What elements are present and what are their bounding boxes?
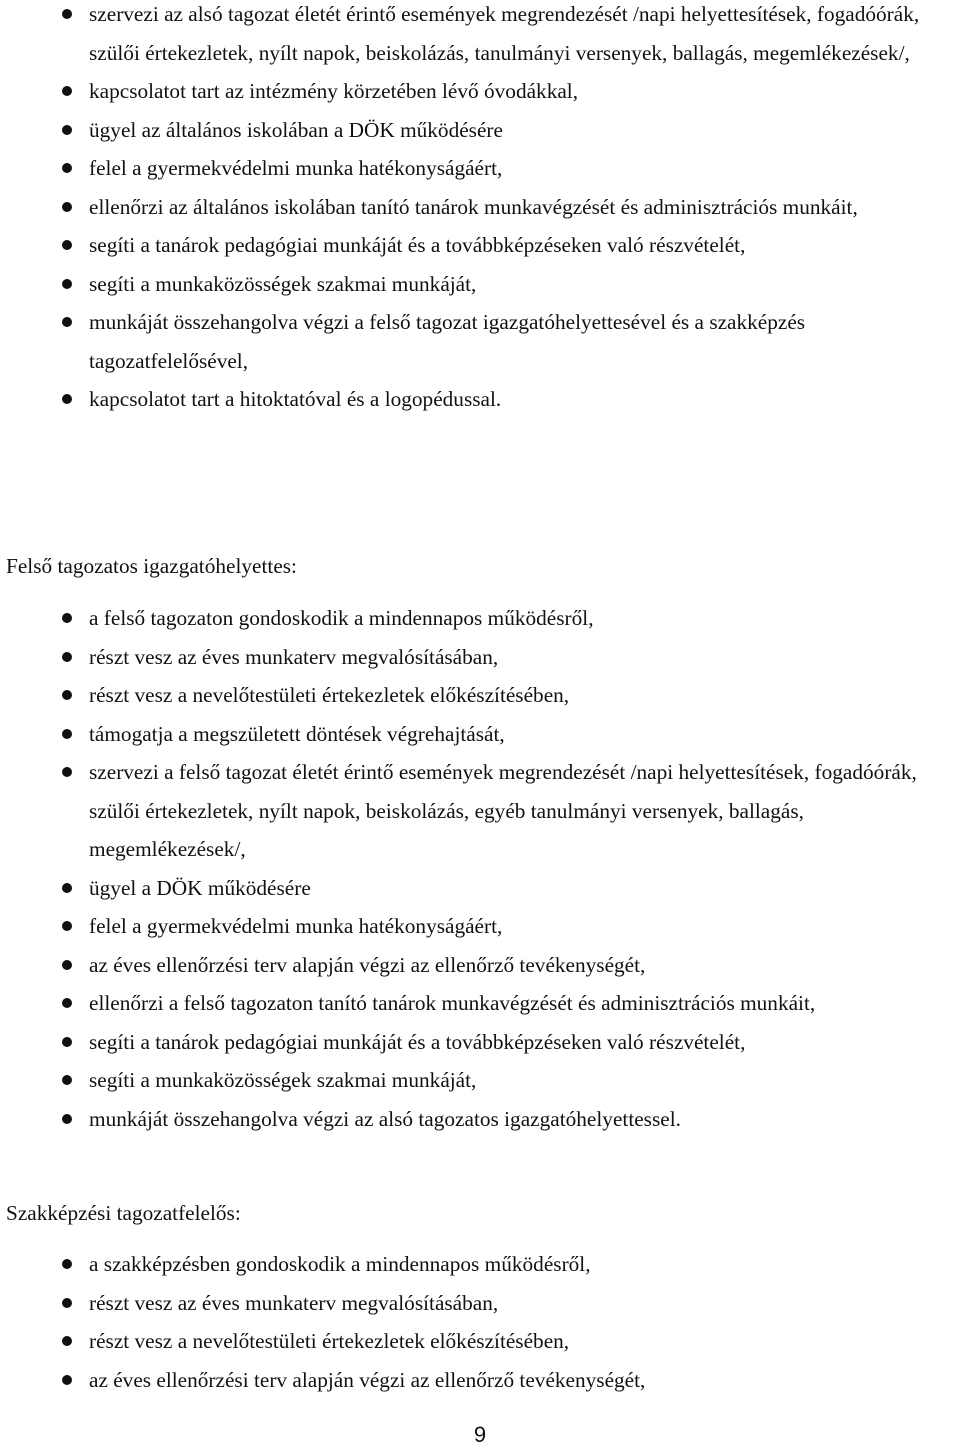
list-item-text: szervezi a felső tagozat életét érintő események megrendezését /napi helyettesítések, fogadóórák, szülői értekezletek, nyílt napok, beiskolázás, egyéb tanulmányi versenyek, ballagás, megemlékezések/, [89, 760, 917, 861]
list-item-text: részt vesz a nevelőtestületi értekezletek előkészítésében, [89, 683, 570, 707]
list-item-text: felel a gyermekvédelmi munka hatékonyságáért, [89, 914, 503, 938]
bullet-list-lower-school [0, 0, 960, 419]
bullet-icon [62, 163, 72, 173]
list-item [0, 380, 960, 419]
bullet-list-vocational [0, 1245, 960, 1399]
bullet-icon [62, 1375, 72, 1385]
bullet-icon [62, 240, 72, 250]
list-item [0, 72, 960, 111]
bullet-icon [62, 9, 72, 19]
list-item-text: kapcsolatot tart a hitoktatóval és a logopédussal. [89, 387, 502, 411]
list-item-text: támogatja a megszületett döntések végrehajtását, [89, 721, 505, 746]
list-item-text: ügyel a DÖK működésére [89, 875, 311, 900]
list-item [0, 1361, 960, 1400]
list-item-text: ügyel az általános iskolában a DÖK működésére [89, 117, 503, 142]
list-item-text: a szakképzésben gondoskodik a mindennapos működésről, [89, 1252, 591, 1276]
bullet-icon [62, 202, 72, 212]
bullet-icon [62, 1114, 72, 1124]
bullet-icon [62, 279, 72, 289]
list-item-text: segíti a munkaközösségek szakmai munkáját, [89, 1068, 477, 1092]
list-item-text: kapcsolatot tart az intézmény körzetében lévő óvodákkal, [89, 79, 579, 103]
list-item [0, 188, 960, 227]
bullet-icon [62, 1037, 72, 1047]
list-item-text: részt vesz a nevelőtestületi értekezletek előkészítésében, [89, 1329, 570, 1353]
list-item [0, 1023, 960, 1062]
list-item [0, 638, 960, 677]
list-item-text: munkáját összehangolva végzi a felső tagozat igazgatóhelyettesével és a szakképzés tagozatfelelősével, [89, 310, 806, 373]
list-item [0, 907, 960, 946]
bullet-icon [62, 86, 72, 96]
list-item-text: szervezi az alsó tagozat életét érintő események megrendezését /napi helyettesítések, fogadóórák, szülői értekezletek, nyílt napok, beiskolázás, tanulmányi versenyek, ballagás, megemlékezések/, [89, 2, 920, 65]
list-item-text: ellenőrzi az általános iskolában tanító tanárok munkavégzését és adminisztrációs munkáit, [89, 194, 858, 219]
list-item [0, 1322, 960, 1361]
list-item-text: a felső tagozaton gondoskodik a mindennapos működésről, [89, 606, 594, 630]
list-item [0, 1245, 960, 1284]
list-item [0, 984, 960, 1023]
bullet-list-upper-school [0, 599, 960, 1138]
list-item [0, 226, 960, 265]
bullet-icon [62, 613, 72, 623]
bullet-icon [62, 690, 72, 700]
list-item [0, 753, 960, 869]
bullet-icon [62, 394, 72, 404]
list-item-text: segíti a tanárok pedagógiai munkáját és a továbbképzéseken való részvételét, [89, 1029, 746, 1054]
list-item [0, 715, 960, 754]
bullet-icon [62, 317, 72, 327]
heading-upper-school-deputy: Felső tagozatos igazgatóhelyettes: [6, 554, 297, 578]
section-upper-school-duties [0, 599, 960, 1138]
section-vocational-duties [0, 1245, 960, 1399]
bullet-icon [62, 1259, 72, 1269]
list-item-text: az éves ellenőrzési terv alapján végzi az ellenőrző tevékenységét, [89, 952, 646, 977]
bullet-icon [62, 125, 72, 135]
list-item-text: segíti a tanárok pedagógiai munkáját és a továbbképzéseken való részvételét, [89, 233, 746, 257]
bullet-icon [62, 729, 72, 739]
bullet-icon [62, 652, 72, 662]
list-item [0, 869, 960, 908]
list-item-text: felel a gyermekvédelmi munka hatékonyságáért, [89, 156, 503, 180]
list-item [0, 149, 960, 188]
bullet-icon [62, 767, 72, 777]
list-item [0, 111, 960, 150]
list-item-text: segíti a munkaközösségek szakmai munkáját, [89, 271, 477, 296]
page-number: 9 [473, 1422, 487, 1447]
bullet-icon [62, 1298, 72, 1308]
bullet-icon [62, 1075, 72, 1085]
bullet-icon [62, 1336, 72, 1346]
list-item-text: az éves ellenőrzési terv alapján végzi az ellenőrző tevékenységét, [89, 1367, 646, 1392]
list-item-text: részt vesz az éves munkaterv megvalósításában, [89, 1290, 499, 1315]
list-item [0, 676, 960, 715]
bullet-icon [62, 921, 72, 931]
list-item [0, 599, 960, 638]
list-item [0, 1284, 960, 1323]
list-item [0, 1061, 960, 1100]
list-item [0, 303, 960, 380]
bullet-icon [62, 998, 72, 1008]
list-item [0, 0, 960, 72]
list-item-text: munkáját összehangolva végzi az alsó tagozatos igazgatóhelyettessel. [89, 1106, 681, 1131]
bullet-icon [62, 960, 72, 970]
list-item [0, 946, 960, 985]
list-item-text: ellenőrzi a felső tagozaton tanító tanárok munkavégzését és adminisztrációs munkáit, [89, 991, 816, 1015]
list-item [0, 1100, 960, 1139]
bullet-icon [62, 883, 72, 893]
list-item-text: részt vesz az éves munkaterv megvalósításában, [89, 644, 499, 669]
heading-vocational-coordinator: Szakképzési tagozatfelelős: [6, 1201, 241, 1225]
section-lower-school-duties [0, 0, 960, 419]
list-item [0, 265, 960, 304]
